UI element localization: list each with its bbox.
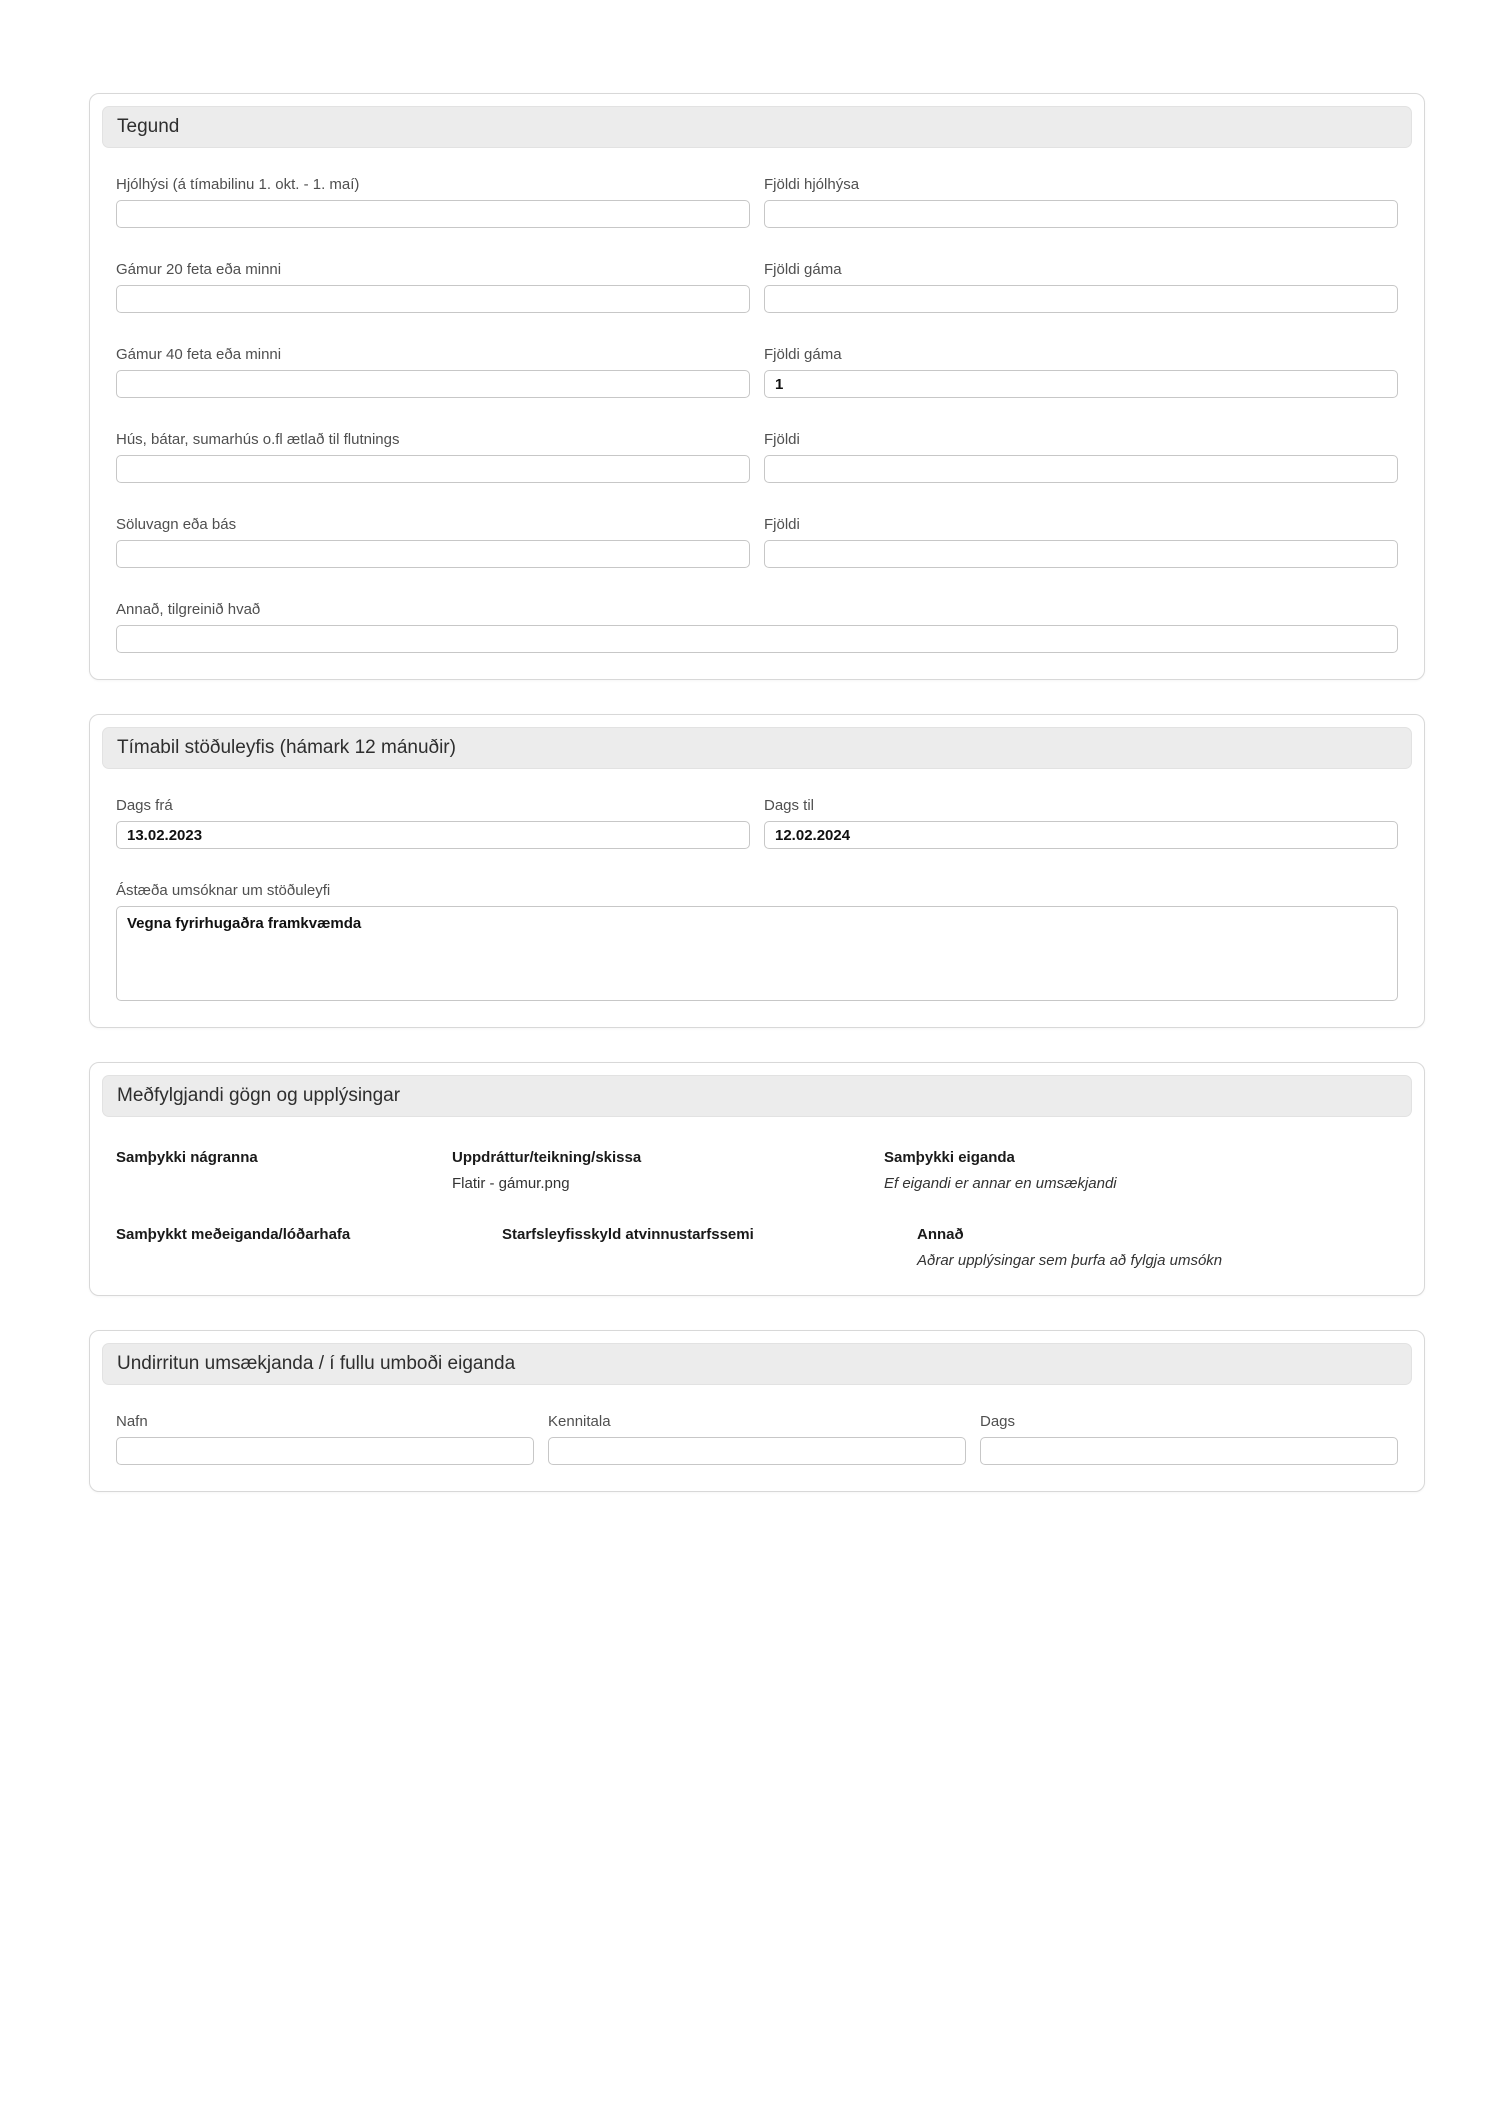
attachment-starfsleyfi xyxy=(452,1226,884,1269)
gamur-20-label: Gámur 20 feta eða minni xyxy=(116,261,282,278)
fjoldi-gama-20-label: Fjöldi gáma xyxy=(764,261,842,278)
attachment-annad xyxy=(884,1226,1398,1269)
attachment-note: Ef eigandi er annar en umsækjandi xyxy=(884,1175,1117,1192)
field-fjoldi-gama-40 xyxy=(764,346,1398,398)
attachment-samthykki-nagranna xyxy=(116,1149,452,1192)
field-dags-til xyxy=(764,797,1398,849)
attachment-label: Samþykki eiganda xyxy=(884,1149,1015,1166)
fjoldi-gama-20-input[interactable] xyxy=(764,285,1398,313)
gamur-20-input[interactable] xyxy=(116,285,750,313)
attachment-file-name[interactable]: Flatir - gámur.png xyxy=(452,1175,570,1192)
hjolhysi-input[interactable] xyxy=(116,200,750,228)
fjoldi-hus-label: Fjöldi xyxy=(764,431,800,448)
dags-fra-label: Dags frá xyxy=(116,797,173,814)
section-timabil-header xyxy=(102,727,1412,769)
annad-tilgreinid-label: Annað, tilgreinið hvað xyxy=(116,601,261,618)
field-gamur-40 xyxy=(116,346,750,398)
section-undirritun xyxy=(89,1330,1425,1492)
field-fjoldi-hjolhysa xyxy=(764,176,1398,228)
nafn-input[interactable] xyxy=(116,1437,534,1465)
hus-batar-label: Hús, bátar, sumarhús o.fl ætlað til flutnings xyxy=(116,431,400,448)
fjoldi-gama-40-input[interactable] xyxy=(764,370,1398,398)
field-dags-fra xyxy=(116,797,750,849)
gamur-40-input[interactable] xyxy=(116,370,750,398)
dags-fra-input[interactable] xyxy=(116,821,750,849)
attachments-grid xyxy=(116,1149,1398,1269)
section-tegund xyxy=(89,93,1425,680)
form-content xyxy=(89,0,1425,1492)
section-gogn-title: Meðfylgjandi gögn og upplýsingar xyxy=(117,1085,401,1106)
hjolhysi-label: Hjólhýsi (á tímabilinu 1. okt. - 1. maí) xyxy=(116,176,360,193)
field-soluvagn xyxy=(116,516,750,568)
section-tegund-title: Tegund xyxy=(117,116,180,137)
soluvagn-label: Söluvagn eða bás xyxy=(116,516,237,533)
field-hus-batar xyxy=(116,431,750,483)
field-gamur-20 xyxy=(116,261,750,313)
gamur-40-label: Gámur 40 feta eða minni xyxy=(116,346,282,363)
field-fjoldi-soluvagn xyxy=(764,516,1398,568)
field-hjolhysi xyxy=(116,176,750,228)
dags-input[interactable] xyxy=(980,1437,1398,1465)
attachment-samthykkt-medeiganda xyxy=(116,1226,452,1269)
field-dags xyxy=(980,1413,1398,1465)
kennitala-label: Kennitala xyxy=(548,1413,611,1430)
undirritun-grid xyxy=(116,1413,1398,1465)
attachment-samthykki-eiganda xyxy=(884,1149,1398,1192)
section-tegund-body xyxy=(102,148,1412,653)
section-timabil-title: Tímabil stöðuleyfis (hámark 12 mánuðir) xyxy=(117,737,456,758)
attachment-label: Samþykkt meðeiganda/lóðarhafa xyxy=(116,1226,351,1243)
attachment-label: Annað xyxy=(917,1226,964,1243)
section-undirritun-title: Undirritun umsækjanda / í fullu umboði eiganda xyxy=(117,1353,516,1374)
section-timabil-body xyxy=(102,769,1412,1001)
dags-til-label: Dags til xyxy=(764,797,815,814)
annad-tilgreinid-input[interactable] xyxy=(116,625,1398,653)
attachment-label: Starfsleyfisskyld atvinnustarfssemi xyxy=(502,1226,754,1243)
section-gogn-header xyxy=(102,1075,1412,1117)
field-fjoldi-gama-20 xyxy=(764,261,1398,313)
field-fjoldi-hus xyxy=(764,431,1398,483)
astaeda-textarea[interactable] xyxy=(116,906,1398,1001)
field-annad-tilgreinid xyxy=(116,601,1398,653)
fjoldi-hus-input[interactable] xyxy=(764,455,1398,483)
fjoldi-hjolhysa-input[interactable] xyxy=(764,200,1398,228)
section-tegund-header xyxy=(102,106,1412,148)
section-timabil xyxy=(89,714,1425,1028)
soluvagn-input[interactable] xyxy=(116,540,750,568)
nafn-label: Nafn xyxy=(116,1413,148,1430)
attachment-note: Aðrar upplýsingar sem þurfa að fylgja umsókn xyxy=(917,1252,1223,1269)
fjoldi-soluvagn-input[interactable] xyxy=(764,540,1398,568)
kennitala-input[interactable] xyxy=(548,1437,966,1465)
timabil-dates-grid xyxy=(116,797,1398,849)
attachment-label: Uppdráttur/teikning/skissa xyxy=(452,1149,642,1166)
hus-batar-input[interactable] xyxy=(116,455,750,483)
dags-label: Dags xyxy=(980,1413,1016,1430)
field-kennitala xyxy=(548,1413,966,1465)
attachment-label: Samþykki nágranna xyxy=(116,1149,258,1166)
fjoldi-hjolhysa-label: Fjöldi hjólhýsa xyxy=(764,176,860,193)
field-astaeda xyxy=(116,882,1398,1001)
fjoldi-soluvagn-label: Fjöldi xyxy=(764,516,800,533)
attachment-uppdrattur xyxy=(452,1149,884,1192)
field-nafn xyxy=(116,1413,534,1465)
section-undirritun-body xyxy=(102,1385,1412,1465)
section-gogn-body xyxy=(102,1117,1412,1269)
section-gogn xyxy=(89,1062,1425,1296)
section-undirritun-header xyxy=(102,1343,1412,1385)
astaeda-label: Ástæða umsóknar um stöðuleyfi xyxy=(116,882,331,899)
dags-til-input[interactable] xyxy=(764,821,1398,849)
fjoldi-gama-40-label: Fjöldi gáma xyxy=(764,346,842,363)
tegund-fields-grid xyxy=(116,176,1398,568)
